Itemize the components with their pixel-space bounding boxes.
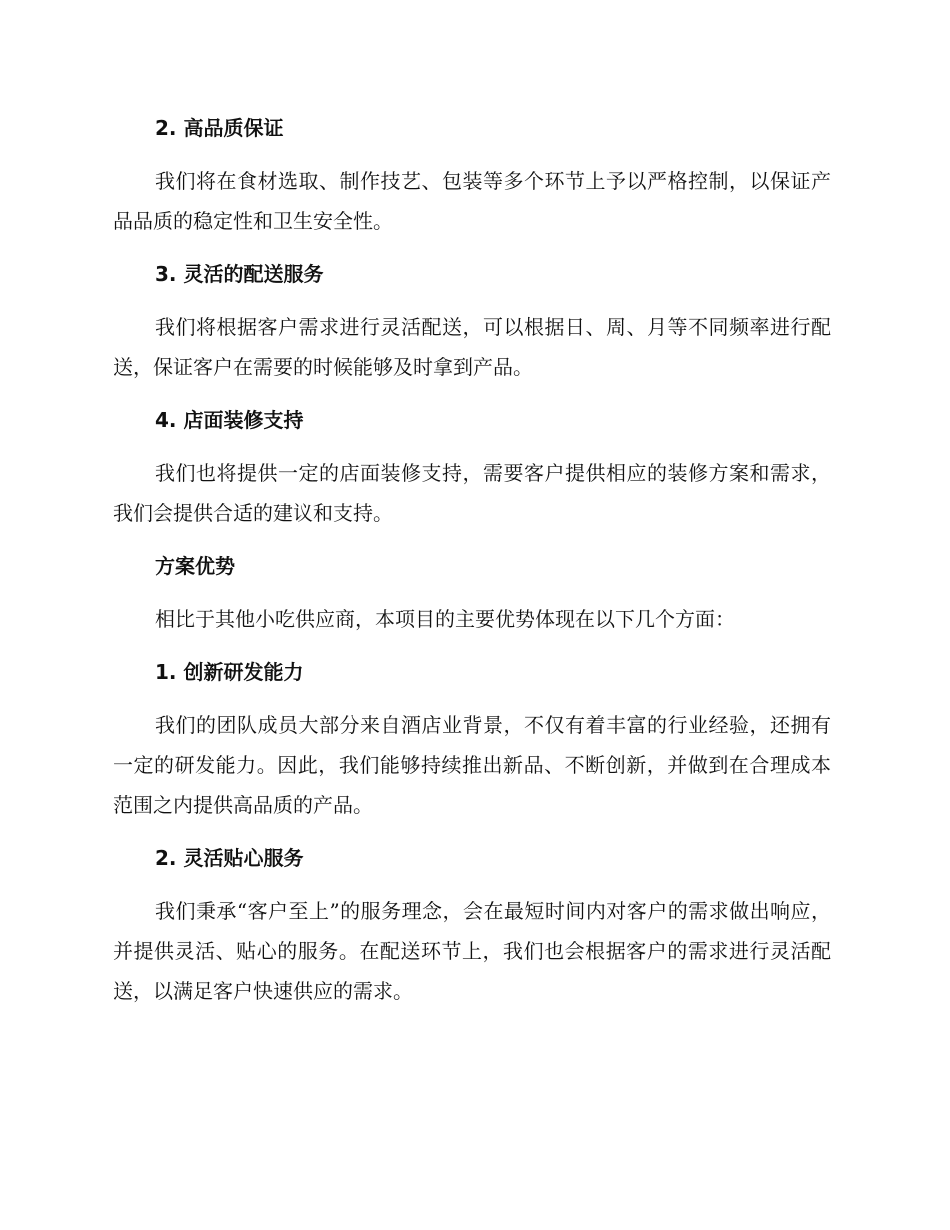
- paragraph-service: 我们秉承“客户至上”的服务理念，会在最短时间内对客户的需求做出响应，并提供灵活、贴心的服务。在配送环节上，我们也会根据客户的需求进行灵活配送，以满足客户快速供应的需求。: [113, 899, 831, 1003]
- section-heading-service: 2. 灵活贴心服务: [155, 846, 304, 870]
- paragraph-advantages-intro: 相比于其他小吃供应商，本项目的主要优势体现在以下几个方面：: [155, 607, 735, 631]
- paragraph-high-quality: 我们将在食材选取、制作技艺、包装等多个环节上予以严格控制，以保证产品品质的稳定性和卫生安全性。: [113, 169, 831, 233]
- section-heading-delivery: 3. 灵活的配送服务: [155, 262, 324, 286]
- paragraph-innovation: 我们的团队成员大部分来自酒店业背景，不仅有着丰富的行业经验，还拥有一定的研发能力。因此，我们能够持续推出新品、不断创新，并做到在合理成本范围之内提供高品质的产品。: [113, 713, 831, 817]
- paragraph-store-decoration: 我们也将提供一定的店面装修支持，需要客户提供相应的装修方案和需求，我们会提供合适的建议和支持。: [113, 461, 831, 525]
- section-heading-store-decoration: 4. 店面装修支持: [155, 408, 304, 432]
- paragraph-delivery: 我们将根据客户需求进行灵活配送，可以根据日、周、月等不同频率进行配送，保证客户在需要的时候能够及时拿到产品。: [113, 315, 831, 379]
- document-body: [113, 108, 831, 1011]
- section-heading-high-quality: 2. 高品质保证: [155, 116, 284, 140]
- section-heading-innovation: 1. 创新研发能力: [155, 660, 304, 684]
- section-heading-advantages: 方案优势: [155, 554, 235, 578]
